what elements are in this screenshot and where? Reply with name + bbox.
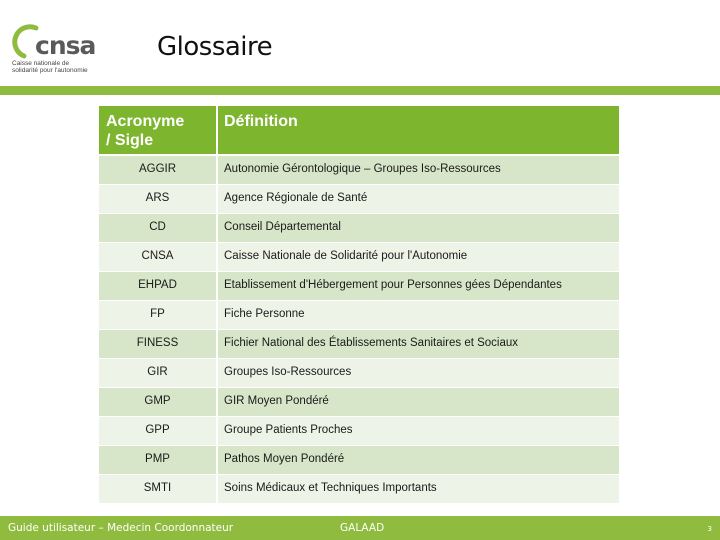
definition-cell: Etablissement d'Hébergement pour Personnes gées Dépendantes	[218, 272, 619, 300]
footer-guide-title: Guide utilisateur – Medecin Coordonnateur	[8, 522, 234, 534]
table-row	[99, 388, 619, 416]
definition-cell: Caisse Nationale de Solidarité pour l'Autonomie	[218, 243, 619, 271]
table-body	[99, 156, 619, 503]
acronym-cell: ARS	[99, 185, 218, 213]
acronym-cell: CD	[99, 214, 218, 242]
acronym-cell: AGGIR	[99, 156, 218, 184]
definition-cell: Fichier National des Établissements Sanitaires et Sociaux	[218, 330, 619, 358]
acronym-cell: SMTI	[99, 475, 218, 503]
table-row	[99, 446, 619, 474]
table-row	[99, 185, 619, 213]
definition-cell: Soins Médicaux et Techniques Importants	[218, 475, 619, 503]
definition-cell: GIR Moyen Pondéré	[218, 388, 619, 416]
acronym-cell: EHPAD	[99, 272, 218, 300]
acronym-cell: CNSA	[99, 243, 218, 271]
header-divider-bar	[0, 86, 720, 95]
definition-cell: Groupes Iso-Ressources	[218, 359, 619, 387]
acronym-cell: GMP	[99, 388, 218, 416]
definition-cell: Autonomie Gérontologique – Groupes Iso-Ressources	[218, 156, 619, 184]
cnsa-logo	[12, 24, 94, 76]
logo-wordmark: cnsa	[35, 31, 96, 60]
page-number: 3	[707, 525, 712, 533]
definition-cell: Groupe Patients Proches	[218, 417, 619, 445]
table-row	[99, 243, 619, 271]
logo-subtitle	[12, 60, 88, 74]
table-row	[99, 359, 619, 387]
logo-subtitle-line1: Caisse nationale de	[12, 60, 70, 67]
footer-app-name: GALAAD	[340, 522, 385, 534]
glossary-table	[99, 106, 619, 504]
acronym-cell: FP	[99, 301, 218, 329]
table-header-row	[99, 106, 619, 154]
table-row	[99, 156, 619, 184]
column-header-acronym: Acronyme / Sigle	[99, 106, 218, 154]
definition-cell: Conseil Départemental	[218, 214, 619, 242]
table-row	[99, 475, 619, 503]
table-row	[99, 301, 619, 329]
footer-bar	[0, 516, 720, 540]
table-row	[99, 330, 619, 358]
acronym-cell: FINESS	[99, 330, 218, 358]
table-row	[99, 214, 619, 242]
logo-subtitle-line2: solidarité pour l'autonomie	[12, 67, 88, 74]
page-title: Glossaire	[157, 32, 273, 62]
column-header-definition: Définition	[218, 106, 619, 154]
table-row	[99, 417, 619, 445]
definition-cell: Fiche Personne	[218, 301, 619, 329]
acronym-cell: PMP	[99, 446, 218, 474]
table-row	[99, 272, 619, 300]
definition-cell: Pathos Moyen Pondéré	[218, 446, 619, 474]
acronym-cell: GPP	[99, 417, 218, 445]
acronym-cell: GIR	[99, 359, 218, 387]
definition-cell: Agence Régionale de Santé	[218, 185, 619, 213]
